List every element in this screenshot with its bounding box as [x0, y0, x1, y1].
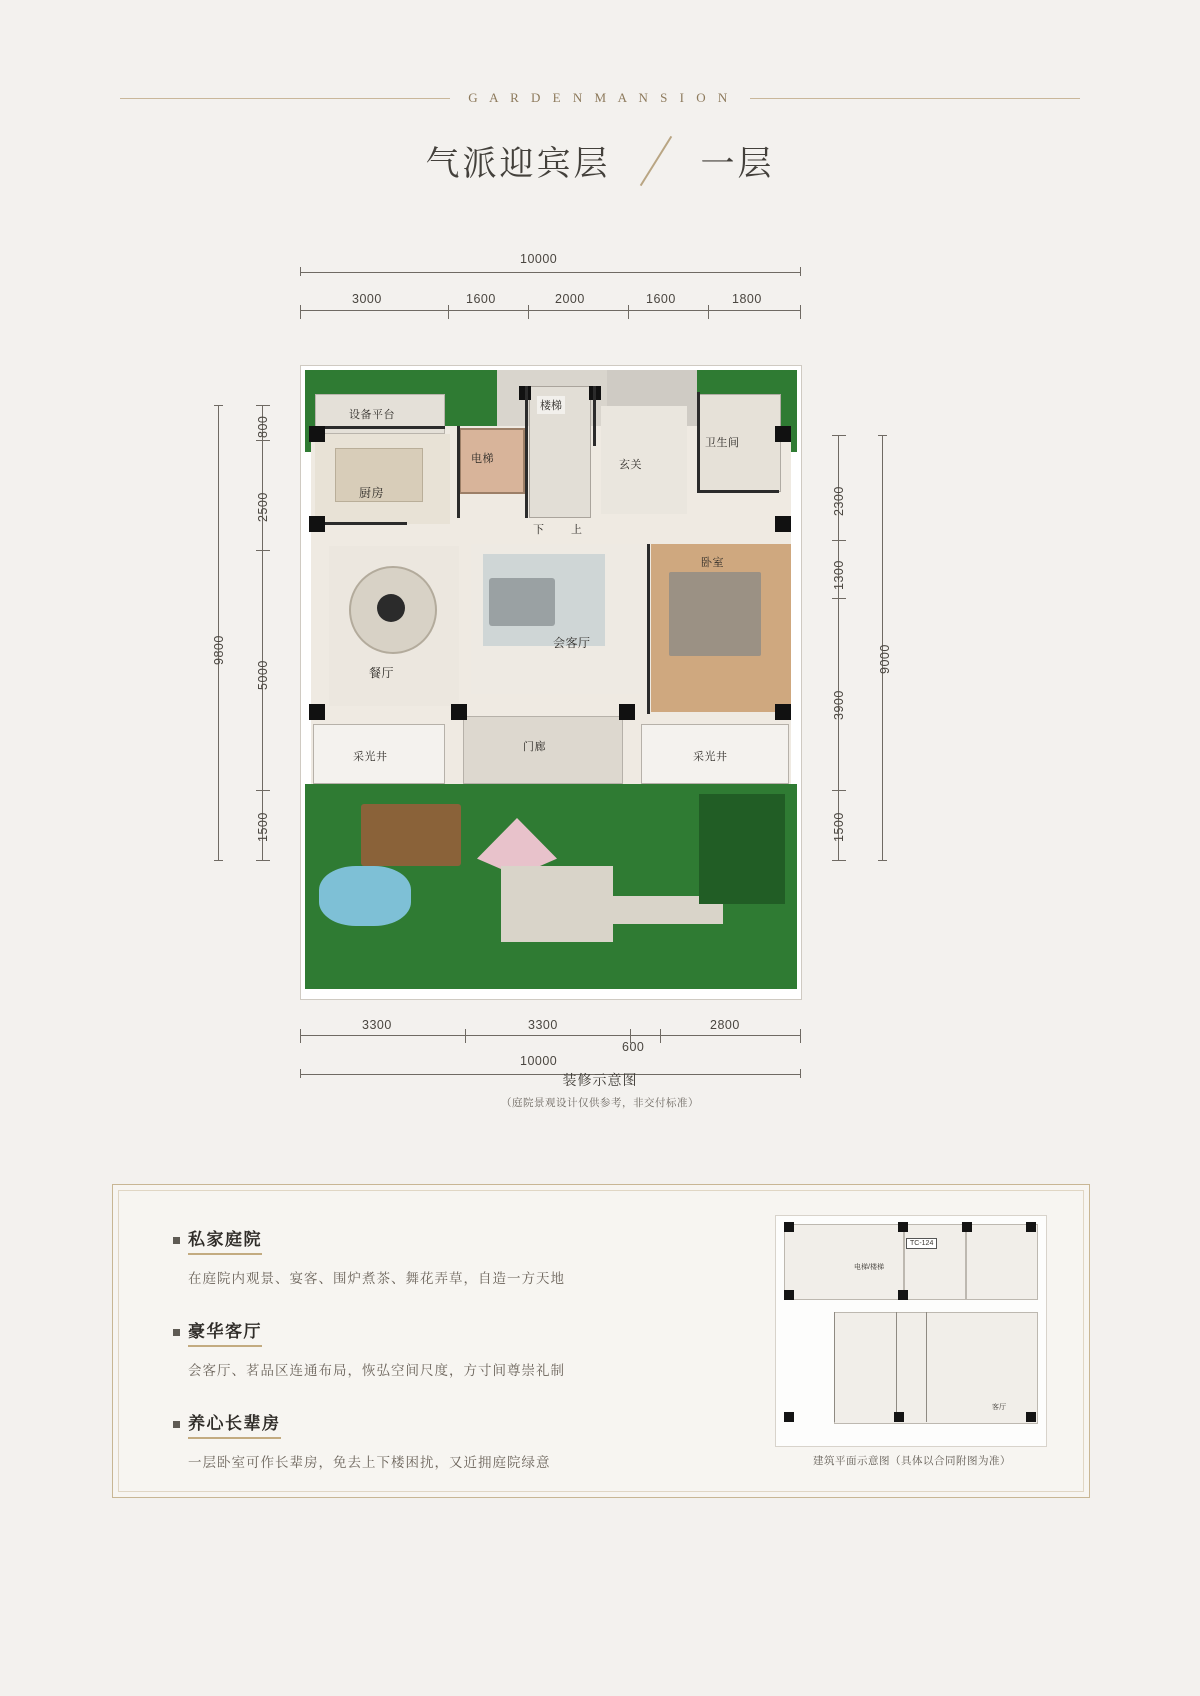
room-label-lightwell-right: 采光井 — [693, 751, 728, 763]
bullet-icon — [173, 1237, 180, 1244]
plan-caption-note: （庭院景观设计仅供参考，非交付标准） — [501, 1097, 699, 1109]
bottom-seg-dim-2: 3300 — [528, 1018, 558, 1032]
top-seg-dim-4: 1600 — [646, 292, 676, 306]
bottom-total-dim: 10000 — [520, 1054, 558, 1068]
room-label-elevator: 电梯 — [471, 453, 494, 465]
left-seg-dim-line — [262, 405, 263, 860]
tick — [300, 305, 301, 319]
tick — [708, 305, 709, 319]
kp-label-corner: 客厅 — [992, 1404, 1006, 1411]
tick — [628, 305, 629, 319]
wall-segment — [647, 544, 650, 714]
feature-title-3: 养心长辈房 — [188, 1409, 281, 1439]
column — [309, 704, 325, 720]
right-seg-dim-2: 1300 — [832, 560, 846, 590]
tick — [800, 267, 801, 276]
key-plan-caption: 建筑平面示意图（具体以合同附图为准） — [813, 1455, 1011, 1467]
wall-segment — [697, 392, 700, 492]
plan-caption: 装修示意图 — [562, 1072, 638, 1088]
kp-column — [898, 1222, 908, 1232]
room-foyer — [601, 406, 687, 514]
page-title — [0, 136, 1200, 185]
floor-plan — [210, 250, 990, 1120]
left-seg-dim-2: 2500 — [256, 492, 270, 522]
feature-item-1 — [173, 1225, 733, 1287]
feature-title-row-2 — [173, 1317, 733, 1347]
feature-title-1: 私家庭院 — [188, 1225, 262, 1255]
room-label-bathroom: 卫生间 — [705, 437, 740, 449]
kp-column — [784, 1290, 794, 1300]
garden-planting — [699, 794, 785, 904]
kp-column — [1026, 1412, 1036, 1422]
feature-desc-1: 在庭院内观景、宴客、围炉煮茶、舞花弄草，自造一方天地 — [188, 1271, 565, 1286]
tick — [800, 1029, 801, 1043]
column — [775, 516, 791, 532]
top-seg-dim-2: 1600 — [466, 292, 496, 306]
top-seg-dim-5: 1800 — [732, 292, 762, 306]
room-label-porch: 门廊 — [523, 741, 546, 753]
feature-desc-3: 一层卧室可作长辈房，免去上下楼困扰，又近拥庭院绿意 — [188, 1455, 551, 1470]
tick — [448, 305, 449, 319]
kp-column — [962, 1222, 972, 1232]
right-seg-dim-1: 2300 — [832, 486, 846, 516]
room-label-bedroom: 卧室 — [701, 557, 724, 569]
kp-block-a — [784, 1224, 904, 1300]
feature-title-row-3 — [173, 1409, 733, 1439]
room-label-lightwell-left: 采光井 — [353, 751, 388, 763]
top-seg-dim-1: 3000 — [352, 292, 382, 306]
tick — [465, 1029, 466, 1043]
column — [309, 426, 325, 442]
tick — [832, 435, 846, 436]
top-seg-dim-line — [300, 310, 800, 311]
right-seg-dim-3: 3900 — [832, 690, 846, 720]
page-title-left: 气派迎宾层 — [425, 144, 611, 184]
left-seg-dim-1: 800 — [256, 415, 270, 438]
bottom-seg-dim-line — [300, 1035, 800, 1036]
column — [451, 704, 467, 720]
room-label-equipment: 设备平台 — [349, 409, 395, 421]
kp-column — [1026, 1222, 1036, 1232]
feature-desc-2: 会客厅、茗品区连通布局，恢弘空间尺度，方寸间尊崇礼制 — [188, 1363, 565, 1378]
left-seg-dim-3: 5000 — [256, 660, 270, 690]
tick — [660, 1029, 661, 1043]
top-seg-dim-3: 2000 — [555, 292, 585, 306]
tick — [878, 435, 887, 436]
bullet-icon — [173, 1421, 180, 1428]
wall-segment — [697, 490, 779, 493]
wall-segment — [315, 522, 407, 525]
room-label-stair: 楼梯 — [537, 396, 565, 414]
feature-title-2: 豪华客厅 — [188, 1317, 262, 1347]
room-label-living: 会客厅 — [553, 636, 591, 650]
wall-segment — [457, 426, 460, 518]
column — [775, 426, 791, 442]
brand-title: G A R D E N M A N S I O N — [468, 90, 732, 105]
room-label-kitchen: 厨房 — [359, 486, 385, 500]
kp-block-d — [834, 1312, 1038, 1424]
bullet-icon — [173, 1329, 180, 1336]
brand-rule-left — [120, 98, 450, 99]
tick — [832, 598, 846, 599]
kp-column — [784, 1412, 794, 1422]
living-sofa — [489, 578, 555, 626]
column — [775, 704, 791, 720]
bottom-seg-dim-3: 600 — [622, 1040, 645, 1054]
brand-rule-right — [750, 98, 1080, 99]
bottom-seg-dim-4: 2800 — [710, 1018, 740, 1032]
wall-segment — [525, 386, 528, 518]
left-total-dim: 9800 — [212, 635, 226, 665]
tick — [256, 550, 270, 551]
garden-paving — [501, 866, 613, 942]
right-seg-dim-4: 1500 — [832, 812, 846, 842]
kp-label-tc: TC-124 — [906, 1238, 937, 1249]
column — [619, 704, 635, 720]
tick — [800, 305, 801, 319]
column — [309, 516, 325, 532]
kp-block-c — [966, 1224, 1038, 1300]
tick — [300, 267, 301, 276]
feature-title-row-1 — [173, 1225, 733, 1255]
bottom-seg-dim-1: 3300 — [362, 1018, 392, 1032]
top-total-dim-line — [300, 272, 800, 273]
tick — [878, 860, 887, 861]
wall-segment — [593, 386, 596, 446]
room-label-dining: 餐厅 — [369, 666, 395, 680]
title-divider-icon — [639, 135, 671, 185]
kp-line — [926, 1312, 927, 1422]
stair-direction-up: 上 — [571, 524, 583, 536]
feature-panel — [112, 1184, 1090, 1498]
kp-line — [834, 1312, 835, 1422]
bedroom-bed — [669, 572, 761, 656]
tick — [256, 405, 270, 406]
left-seg-dim-4: 1500 — [256, 812, 270, 842]
tick — [214, 405, 223, 406]
left-total-dim-line — [218, 405, 219, 860]
feature-item-2 — [173, 1317, 733, 1379]
tick — [256, 790, 270, 791]
garden-pond — [319, 866, 411, 926]
brand-header — [0, 86, 1200, 110]
tick — [832, 540, 846, 541]
key-plan-thumbnail — [775, 1215, 1047, 1447]
page-title-right: 一层 — [700, 144, 775, 184]
tick — [300, 1029, 301, 1043]
kp-line — [896, 1312, 897, 1422]
wall-segment — [325, 426, 445, 429]
tick — [256, 440, 270, 441]
garden-deck — [361, 804, 461, 866]
feature-item-3 — [173, 1409, 733, 1471]
plan-drawing — [300, 365, 802, 1000]
right-total-dim: 9000 — [878, 644, 892, 674]
kp-column — [894, 1412, 904, 1422]
tick — [832, 860, 846, 861]
tick — [256, 860, 270, 861]
kp-block-b — [904, 1224, 966, 1300]
tick — [832, 790, 846, 791]
tick — [214, 860, 223, 861]
room-label-foyer: 玄关 — [619, 459, 642, 471]
kp-label-room: 电梯/楼梯 — [854, 1264, 884, 1271]
kp-column — [898, 1290, 908, 1300]
tick — [528, 305, 529, 319]
kp-column — [784, 1222, 794, 1232]
top-total-dim: 10000 — [520, 252, 558, 266]
stair-direction-down: 下 — [533, 524, 545, 536]
dining-table-center — [377, 594, 405, 622]
